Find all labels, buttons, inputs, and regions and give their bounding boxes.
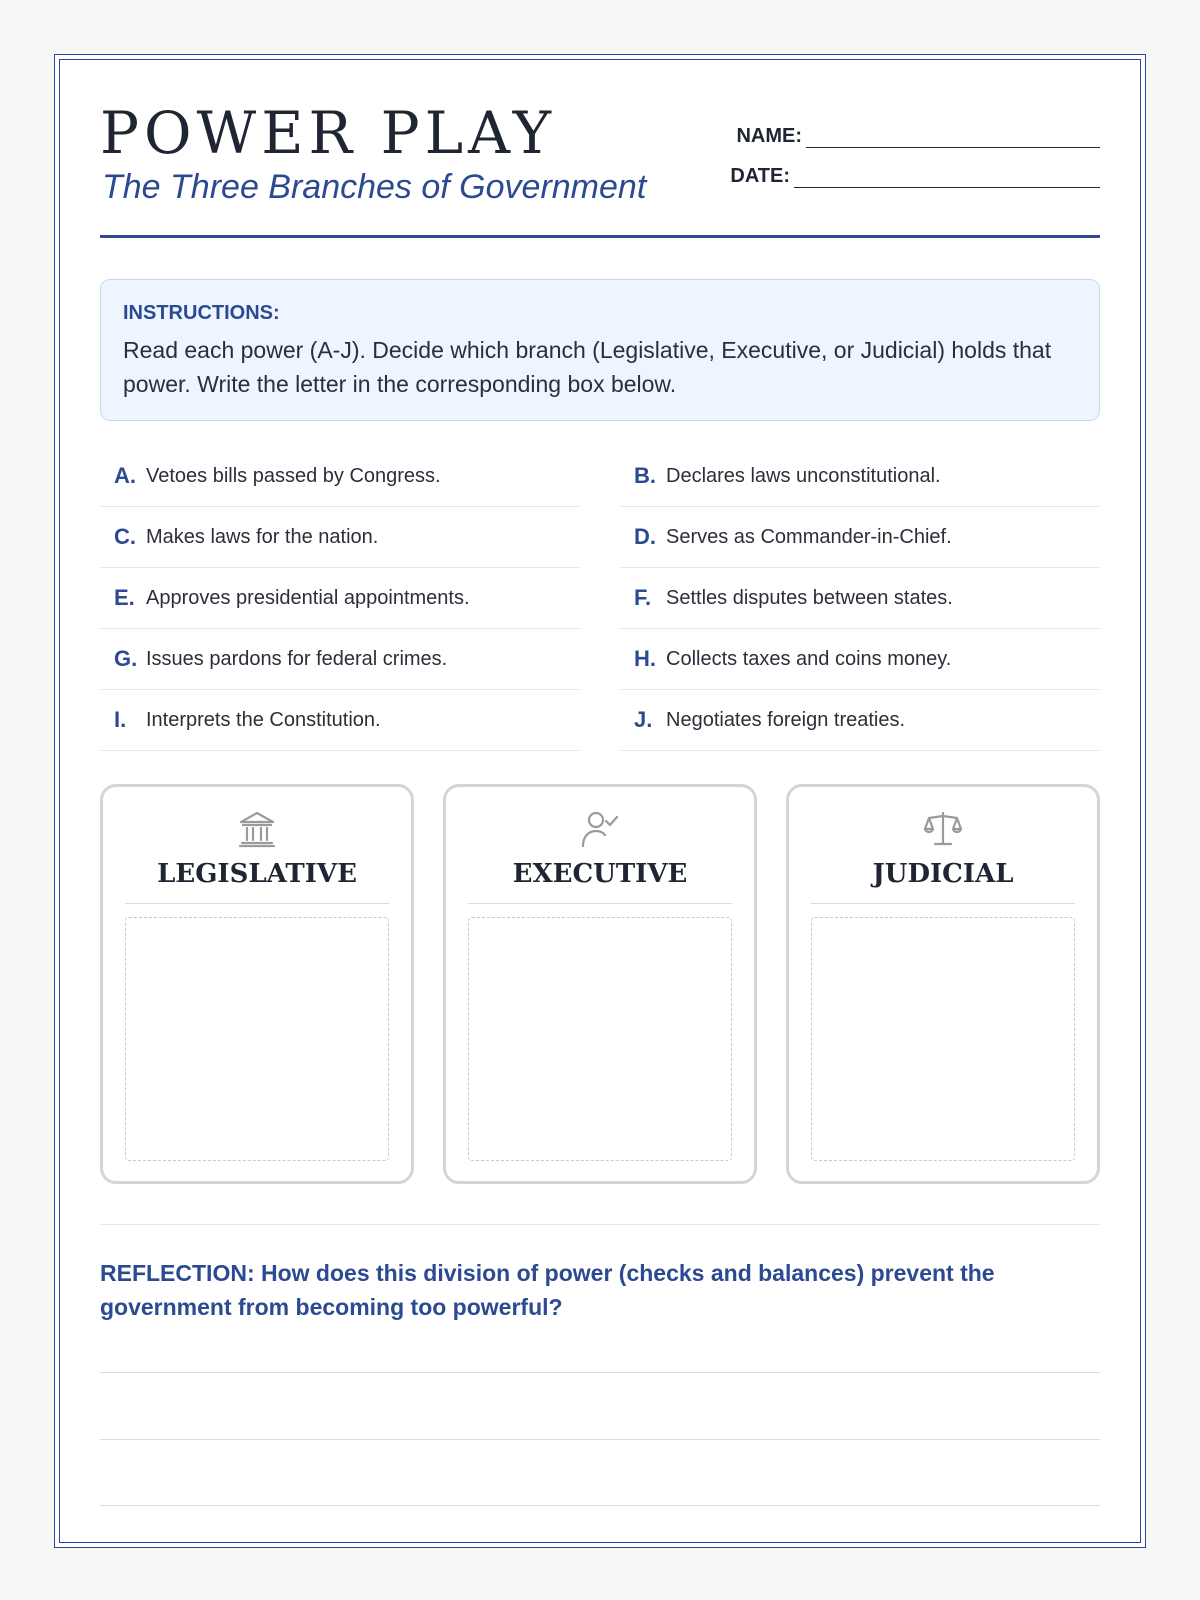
power-letter: C. — [114, 524, 136, 549]
power-item-j — [620, 690, 1100, 751]
power-item-i — [100, 690, 580, 751]
reflection-answer-line-3[interactable] — [100, 1505, 1100, 1506]
power-item-c — [100, 507, 580, 568]
judicial-title: JUDICIAL — [811, 859, 1075, 904]
power-letter: G. — [114, 646, 138, 671]
capitol-building-icon — [103, 809, 411, 849]
judicial-answer-box[interactable] — [811, 917, 1075, 1161]
power-letter: I. — [114, 707, 127, 732]
judicial-box — [786, 784, 1100, 1184]
scales-icon — [789, 809, 1097, 849]
worksheet-content — [100, 0, 1100, 1600]
power-text: Issues pardons for federal crimes. — [146, 647, 448, 670]
power-item-h — [620, 629, 1100, 690]
instructions-heading: INSTRUCTIONS: — [123, 302, 280, 324]
page-title: POWER PLAY — [100, 99, 556, 167]
page-subtitle: The Three Branches of Government — [102, 168, 647, 206]
power-text: Makes laws for the nation. — [146, 525, 379, 548]
executive-answer-box[interactable] — [468, 917, 732, 1161]
power-text: Vetoes bills passed by Congress. — [146, 464, 441, 487]
header-divider — [100, 235, 1100, 238]
power-text: Negotiates foreign treaties. — [666, 708, 906, 731]
branch-boxes — [100, 784, 1100, 1184]
name-field[interactable] — [806, 129, 1100, 148]
legislative-answer-box[interactable] — [125, 917, 389, 1161]
power-item-f — [620, 568, 1100, 629]
power-text: Declares laws unconstitutional. — [666, 464, 941, 487]
name-label: NAME: — [736, 125, 802, 147]
power-letter: J. — [634, 707, 653, 732]
power-text: Serves as Commander-in-Chief. — [666, 525, 952, 548]
power-text: Interprets the Constitution. — [146, 708, 381, 731]
power-item-a — [100, 446, 580, 507]
student-info — [720, 122, 1100, 202]
reflection-answer-line-2[interactable] — [100, 1439, 1100, 1440]
power-text: Settles disputes between states. — [666, 586, 953, 609]
reflection-answer-line-1[interactable] — [100, 1372, 1100, 1373]
powers-list — [100, 446, 1100, 751]
instructions-box — [100, 279, 1100, 421]
legislative-title: LEGISLATIVE — [125, 859, 389, 904]
power-item-e — [100, 568, 580, 629]
reflection-divider — [100, 1224, 1100, 1225]
executive-box — [443, 784, 757, 1184]
executive-title: EXECUTIVE — [468, 859, 732, 904]
legislative-box — [100, 784, 414, 1184]
power-letter: H. — [634, 646, 656, 671]
date-row — [720, 162, 1100, 188]
power-item-d — [620, 507, 1100, 568]
power-item-g — [100, 629, 580, 690]
power-text: Approves presidential appointments. — [146, 586, 470, 609]
instructions-text: Read each power (A-J). Decide which branch (Legislative, Executive, or Judicial) holds that power. Write the letter in the corresponding box below. — [123, 337, 1052, 397]
power-letter: F. — [634, 585, 652, 610]
power-letter: B. — [634, 463, 656, 488]
person-check-icon — [446, 809, 754, 849]
power-letter: E. — [114, 585, 135, 610]
date-label: DATE: — [730, 165, 790, 187]
name-row — [720, 122, 1100, 148]
power-letter: A. — [114, 463, 136, 488]
power-text: Collects taxes and coins money. — [666, 647, 952, 670]
date-field[interactable] — [794, 169, 1100, 188]
power-letter: D. — [634, 524, 656, 549]
power-item-b — [620, 446, 1100, 507]
reflection-prompt: REFLECTION: How does this division of power (checks and balances) prevent the government from becoming too powerful? — [100, 1260, 995, 1320]
